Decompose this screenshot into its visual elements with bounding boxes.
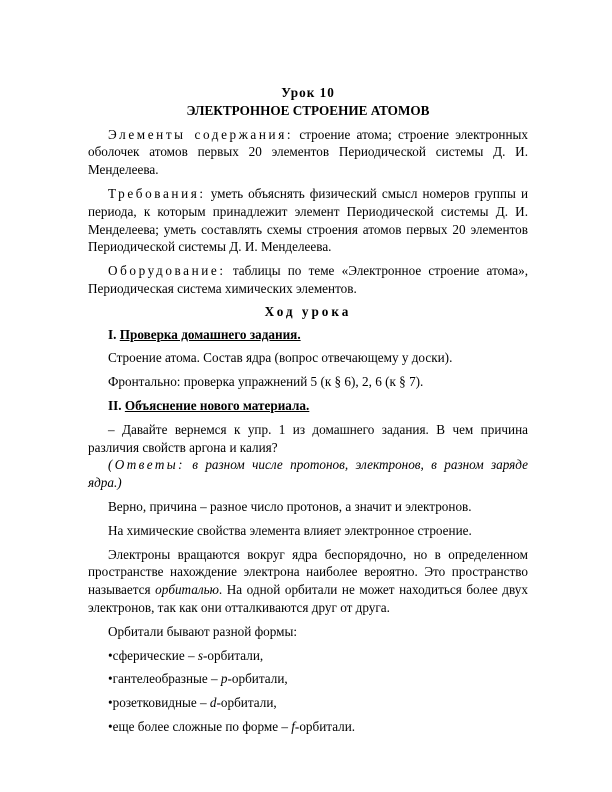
section1-heading [88, 326, 528, 344]
section1-number: I. [108, 326, 117, 342]
paragraph-orbital-shapes: Орбитали бывают разной формы: [108, 623, 297, 639]
answers-paragraph [88, 456, 528, 492]
orbital-text-b: . На одной орбитали не может находиться более двух электронов, так как они отталкиваются друг от друга. [88, 582, 528, 615]
lesson-flow-heading: Ход урока [264, 303, 352, 319]
section1-title: Проверка домашнего задания. [119, 326, 301, 342]
bullet-icon: • [108, 671, 113, 687]
section1-line-2: Фронтально: проверка упражнений 5 (к § 6), 2, 6 (к § 7). [108, 374, 424, 390]
list-item: •сферические – s-орбитали, [108, 647, 264, 663]
section2-number: II. [108, 397, 122, 413]
section1-line-1: Строение атома. Состав ядра (вопрос отвечающему у доски). [108, 350, 453, 366]
lesson-topic: ЭЛЕКТРОННОЕ СТРОЕНИЕ АТОМОВ [186, 102, 430, 118]
requirements-text: уметь объяснять физический смысл номеров группы и периода, к которым принадлежит элемент Периодической системы Д. И. Менделеева; уметь составлять схемы строения атомов первых 20 элементов Периодической системы Д. И. Менделеева. [88, 185, 528, 255]
answers-label: (Ответы: [108, 457, 185, 473]
teacher-question: – Давайте вернемся к упр. 1 из домашнего задания. В чем причина различия свойств аргона и калия? [88, 421, 528, 455]
content-elements-paragraph [88, 126, 528, 179]
paragraph-orbital-definition [88, 546, 528, 617]
bullet-icon: • [108, 647, 113, 663]
bullet-icon: • [108, 718, 113, 734]
lesson-number: Урок 10 [281, 85, 335, 100]
answers-text: в разном числе протонов, электронов, в разном заряде ядра.) [88, 457, 528, 491]
document-page [88, 84, 528, 736]
bullet-icon: • [108, 695, 113, 711]
orbital-text-a: Электроны вращаются вокруг ядра беспорядочно, но в определенном пространстве нахождение электрона наиболее вероятно. Это пространство называется [88, 546, 528, 598]
list-item: •гантелеобразные – p-орбитали, [108, 671, 288, 687]
list-item: •еще более сложные по форме – f-орбитали. [108, 718, 356, 734]
requirements-label: Требования: [108, 185, 206, 201]
content-elements-text: строение атома; строение электронных оболочек атомов первых 20 элементов Периодической системы Д. И. Менделеева. [88, 126, 528, 178]
equipment-paragraph [88, 262, 528, 298]
equipment-label: Оборудование: [108, 263, 226, 279]
section2-heading [88, 397, 528, 415]
equipment-text: таблицы по теме «Электронное строение атома», Периодическая система химических элементов. [88, 263, 528, 296]
requirements-paragraph [88, 185, 528, 256]
orbital-term: орбиталью [155, 582, 219, 598]
paragraph-electronic-structure: На химические свойства элемента влияет электронное строение. [108, 522, 472, 538]
list-item: •розетковидные – d-орбитали, [108, 695, 277, 711]
section2-title: Объяснение нового материала. [124, 397, 310, 413]
paragraph-protons: Верно, причина – разное число протонов, а значит и электронов. [108, 498, 472, 514]
content-elements-label: Элементы содержания: [108, 126, 294, 142]
